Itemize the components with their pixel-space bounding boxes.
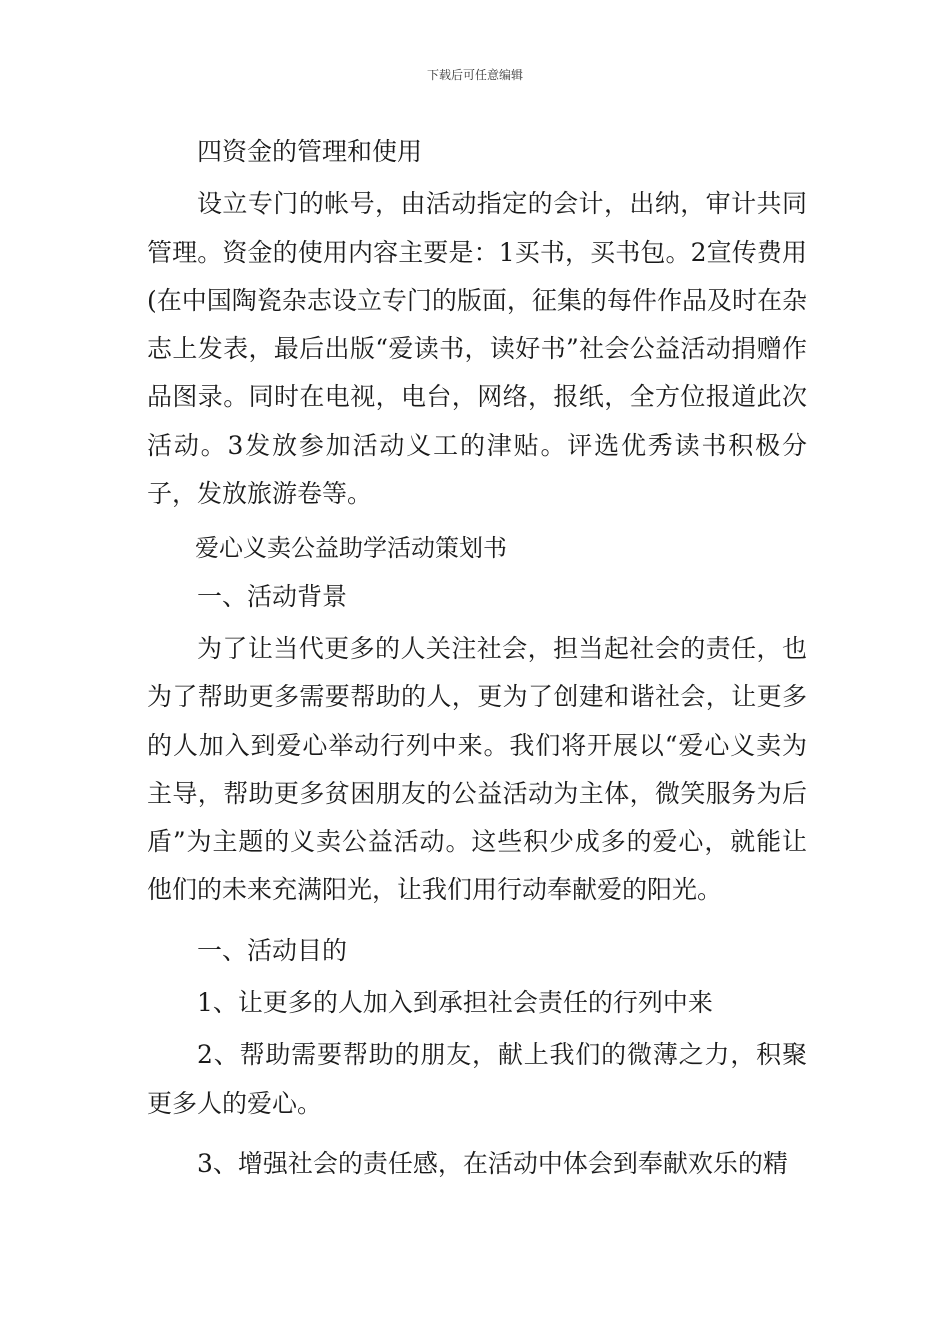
list-item-purpose-3: 3、增强社会的责任感，在活动中体会到奉献欢乐的精 (197, 1148, 788, 1178)
paragraph-activity-background: 为了让当代更多的人关注社会，担当起社会的责任，也为了帮助更多需要帮助的人，更为了创建和谐社会，让更多的人加入到爱心举动行列中来。我们将开展以“爱心义卖为主导，帮助更多贫困朋友的公益活动为主体，微笑服务为后盾”为主题的义卖公益活动。这些积少成多的爱心，就能让他们的未来充满阳光，让我们用行动奉献爱的阳光。 (147, 633, 807, 905)
heading-fund-management: 四资金的管理和使用 (197, 137, 423, 166)
paragraph-fund-usage: 设立专门的帐号，由活动指定的会计，出纳，审计共同管理。资金的使用内容主要是：1买书，买书包。2宣传费用(在中国陶瓷杂志设立专门的版面，征集的每件作品及时在杂志上发表，最后出版“爱读书，读好书”社会公益活动捐赠作品图录。同时在电视，电台，网络，报纸，全方位报道此次活动。3发放参加活动义工的津贴。评选优秀读书积极分子，发放旅游卷等。 (147, 189, 807, 509)
heading-charity-sale-plan: 爱心义卖公益助学活动策划书 (195, 534, 507, 563)
document-body (147, 128, 807, 1188)
list-item-purpose-2: 2、帮助需要帮助的朋友，献上我们的微薄之力，积聚更多人的爱心。 (147, 1040, 807, 1118)
heading-activity-purpose: 一、活动目的 (197, 935, 348, 965)
page-header-note: 下载后可任意编辑 (426, 68, 523, 82)
heading-activity-background: 一、活动背景 (197, 581, 348, 611)
list-item-purpose-1: 1、让更多的人加入到承担社会责任的行列中来 (197, 988, 713, 1018)
